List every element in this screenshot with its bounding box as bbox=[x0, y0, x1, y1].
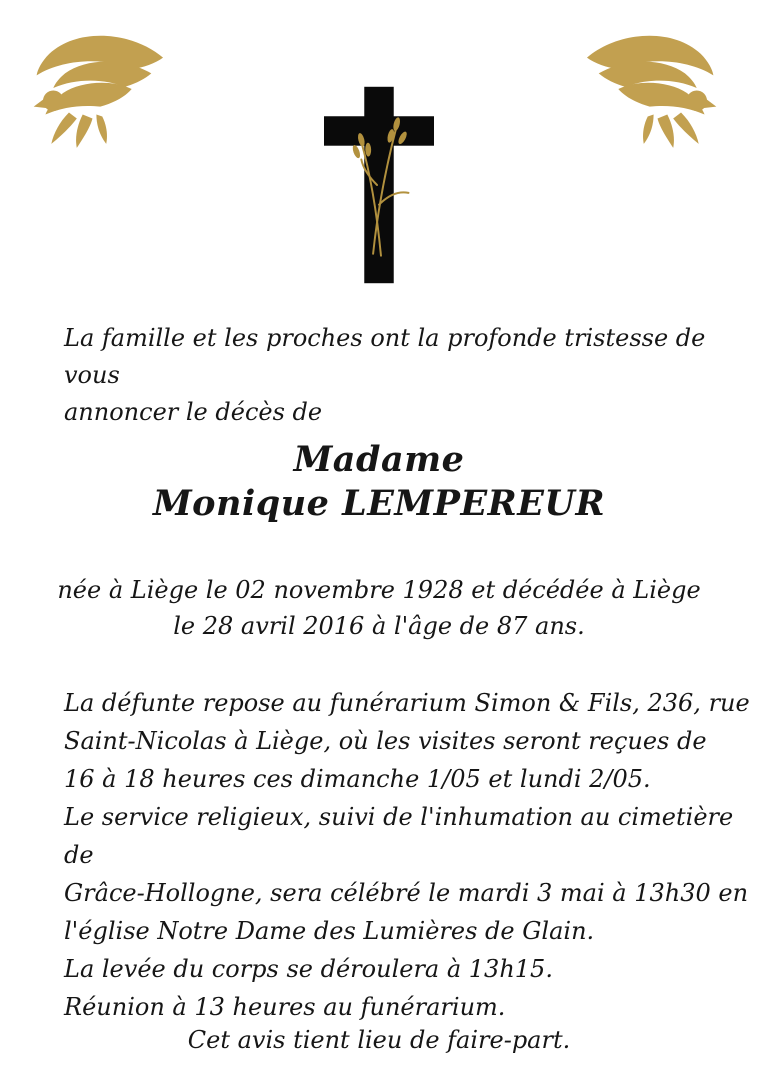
details-line: l'église Notre Dame des Lumières de Glain. bbox=[64, 917, 595, 945]
dove-right-icon bbox=[585, 34, 732, 148]
details-line: Réunion à 13 heures au funérarium. bbox=[64, 993, 506, 1021]
funeral-details bbox=[64, 684, 758, 1026]
details-line: Le service religieux, suivi de l'inhumation au cimetière de bbox=[64, 803, 734, 869]
closing-line: Cet avis tient lieu de faire-part. bbox=[187, 1026, 571, 1054]
details-line: 16 à 18 heures ces dimanche 1/05 et lundi 2/05. bbox=[64, 765, 651, 793]
deceased-title: Madame bbox=[293, 439, 465, 480]
intro-line: annoncer le décès de bbox=[64, 398, 323, 426]
details-line: La défunte repose au funérarium Simon & Fils, 236, rue bbox=[64, 689, 750, 717]
details-line: Saint-Nicolas à Liège, où les visites seront reçues de bbox=[64, 727, 707, 755]
dove-shape bbox=[34, 36, 163, 148]
details-line: La levée du corps se déroulera à 13h15. bbox=[64, 955, 553, 983]
details-line: Grâce-Hollogne, sera célébré le mardi 3 mai à 13h30 en bbox=[64, 879, 749, 907]
deceased-name: Monique LEMPEREUR bbox=[152, 483, 606, 524]
intro-line: La famille et les proches ont la profonde tristesse de vous bbox=[64, 324, 706, 389]
life-dates-line: née à Liège le 02 novembre 1928 et décédée à Liège bbox=[57, 576, 701, 604]
deceased-name-block bbox=[0, 438, 758, 526]
life-dates-line: le 28 avril 2016 à l'âge de 87 ans. bbox=[173, 612, 585, 640]
dove-left-icon bbox=[18, 34, 165, 148]
life-dates bbox=[0, 572, 758, 644]
dove-shape bbox=[587, 36, 716, 148]
cross-shape bbox=[324, 87, 434, 283]
crucifix-icon bbox=[324, 86, 434, 284]
announcement-intro bbox=[64, 320, 758, 431]
